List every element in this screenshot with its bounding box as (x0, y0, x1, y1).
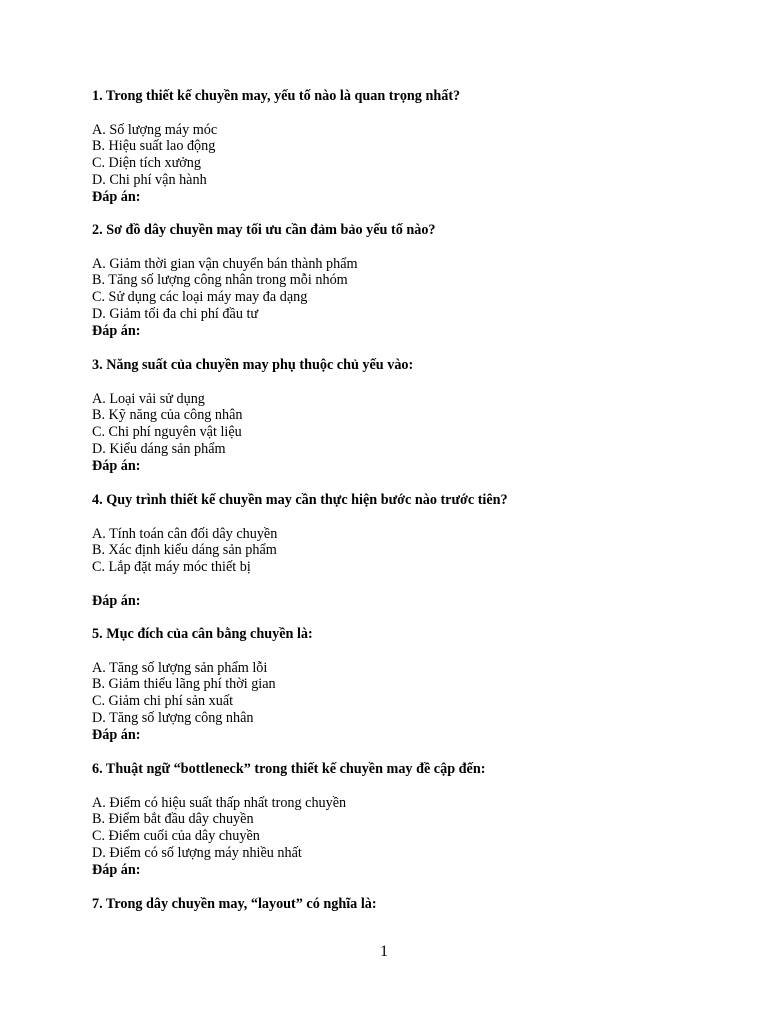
option-b: B. Tăng số lượng công nhân trong mỗi nhóm (92, 272, 348, 289)
option-b: B. Kỹ năng của công nhân (92, 407, 243, 424)
question-title: 6. Thuật ngữ “bottleneck” trong thiết kế chuyền may đề cập đến: (92, 761, 486, 777)
answer-label: Đáp án: (92, 861, 141, 878)
answer-label: Đáp án: (92, 322, 141, 339)
option-c: C. Điểm cuối của dây chuyền (92, 828, 260, 845)
question-title: 1. Trong thiết kế chuyền may, yếu tố nào là quan trọng nhất? (92, 88, 461, 104)
blank-line (92, 576, 728, 593)
question-7 (92, 896, 728, 913)
option-list (92, 391, 728, 458)
option-list (92, 122, 728, 189)
question-2 (92, 222, 728, 340)
option-list (92, 526, 728, 576)
answer-label: Đáp án: (92, 592, 141, 609)
option-list (92, 256, 728, 323)
question-title: 4. Quy trình thiết kế chuyền may cần thực hiện bước nào trước tiên? (92, 492, 508, 508)
option-a: A. Số lượng máy móc (92, 121, 218, 138)
option-b: B. Giảm thiểu lãng phí thời gian (92, 676, 276, 693)
page-number: 1 (380, 943, 388, 960)
option-d: D. Chi phí vận hành (92, 171, 207, 188)
question-3 (92, 357, 728, 475)
question-4 (92, 492, 728, 610)
question-title: 7. Trong dây chuyền may, “layout” có nghĩa là: (92, 896, 377, 912)
question-title: 5. Mục đích của cân bằng chuyền là: (92, 626, 313, 642)
answer-label: Đáp án: (92, 457, 141, 474)
option-d: D. Giảm tối đa chi phí đầu tư (92, 305, 259, 322)
question-5 (92, 626, 728, 744)
option-a: A. Giảm thời gian vận chuyển bán thành phẩm (92, 255, 358, 272)
option-c: C. Diện tích xưởng (92, 155, 201, 172)
option-b: B. Xác định kiểu dáng sản phẩm (92, 542, 277, 559)
question-title: 2. Sơ đồ dây chuyền may tối ưu cần đảm bảo yếu tố nào? (92, 222, 436, 238)
option-a: A. Điểm có hiệu suất thấp nhất trong chuyền (92, 794, 347, 811)
option-d: D. Kiểu dáng sản phẩm (92, 440, 226, 457)
option-a: A. Tính toán cân đối dây chuyền (92, 525, 278, 542)
option-b: B. Điểm bắt đầu dây chuyền (92, 811, 254, 828)
question-6 (92, 761, 728, 879)
option-a: A. Loại vải sử dụng (92, 390, 205, 407)
option-d: D. Điểm có số lượng máy nhiều nhất (92, 844, 302, 861)
answer-label: Đáp án: (92, 188, 141, 205)
answer-label: Đáp án: (92, 726, 141, 743)
option-c: C. Lắp đặt máy móc thiết bị (92, 559, 251, 576)
option-d: D. Tăng số lượng công nhân (92, 709, 254, 726)
question-title: 3. Năng suất của chuyền may phụ thuộc chủ yếu vào: (92, 357, 414, 373)
option-c: C. Giảm chi phí sản xuất (92, 693, 234, 710)
option-b: B. Hiệu suất lao động (92, 138, 216, 155)
option-c: C. Sử dụng các loại máy may đa dạng (92, 289, 308, 306)
option-list (92, 660, 728, 727)
option-list (92, 795, 728, 862)
option-c: C. Chi phí nguyên vật liệu (92, 424, 242, 441)
option-a: A. Tăng số lượng sản phẩm lỗi (92, 659, 268, 676)
question-1 (92, 88, 728, 206)
